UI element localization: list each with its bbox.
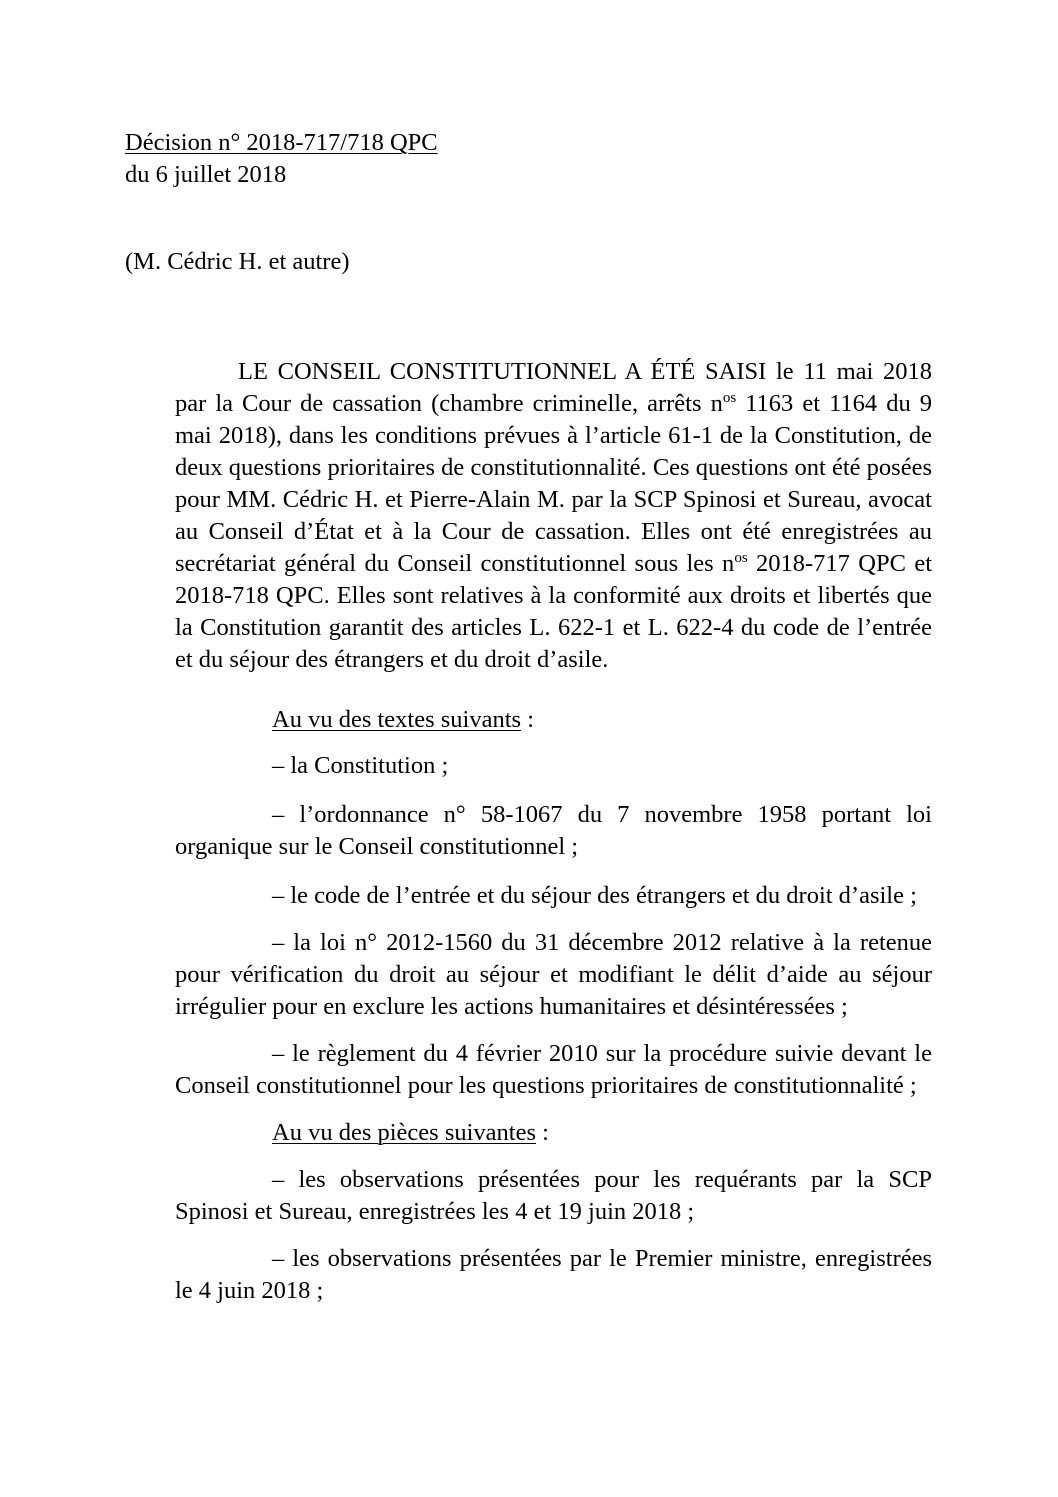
pieces-title-colon: :	[536, 1119, 549, 1146]
intro-lead: LE CONSEIL CONSTITUTIONNEL A ÉTÉ SAISI	[238, 358, 767, 385]
text-item: – la Constitution ;	[272, 752, 449, 779]
text-item: – l’ordonnance n° 58-1067 du 7 novembre 1958 portant loi organique sur le Conseil constitutionnel ;	[175, 801, 932, 860]
intro-part-3: 2018-717 QPC et 2018-718 QPC. Elles sont relatives à la conformité aux droits et libertés que la Constitution garantit des articles L. 622-1 et L. 622-4 du code de l’entrée et du séjour des étrangers et du droit d’asile.	[175, 550, 932, 673]
pieces-section-title	[272, 1117, 549, 1149]
decision-header	[125, 127, 625, 191]
piece-item: – les observations présentées par le Premier ministre, enregistrées le 4 juin 2018 ;	[175, 1245, 932, 1304]
parties: (M. Cédric H. et autre)	[125, 248, 350, 275]
piece-item: – les observations présentées pour les requérants par la SCP Spinosi et Sureau, enregistrées les 4 et 19 juin 2018 ;	[175, 1166, 932, 1225]
decision-number: Décision n° 2018-717/718 QPC	[125, 129, 438, 156]
intro-part-1: le 11 mai 2018 par la Cour de cassation (chambre criminelle, arrêts n	[175, 358, 932, 417]
text-item: – le règlement du 4 février 2010 sur la procédure suivie devant le Conseil constitutionnel pour les questions prioritaires de constitutionnalité ;	[175, 1040, 932, 1099]
decision-date: du 6 juillet 2018	[125, 161, 287, 188]
texts-title-text: Au vu des textes suivants	[272, 706, 522, 733]
texts-section-title	[272, 704, 534, 736]
text-item: – le code de l’entrée et du séjour des étrangers et du droit d’asile ;	[272, 882, 917, 909]
text-item: – la loi n° 2012-1560 du 31 décembre 2012 relative à la retenue pour vérification du droit au séjour et modifiant le délit d’aide au séjour irrégulier pour en exclure les actions humanitaires et désintéressées ;	[175, 929, 932, 1020]
intro-part-2: 1163 et 1164 du 9 mai 2018), dans les conditions prévues à l’article 61-1 de la Constitution, de deux questions prioritaires de constitutionnalité. Ces questions ont été posées pour MM. Cédric H. et Pierre-Alain M. par la SCP Spinosi et Sureau, avocat au Conseil d’État et à la Cour de cassation. Elles ont été enregistrées au secrétariat général du Conseil constitutionnel sous les n	[175, 390, 932, 577]
intro-sup-1: os	[722, 390, 737, 406]
pieces-title-text: Au vu des pièces suivantes	[272, 1119, 536, 1146]
intro-sup-2: os	[734, 550, 748, 566]
texts-title-colon: :	[521, 706, 534, 733]
intro-paragraph	[175, 356, 932, 676]
